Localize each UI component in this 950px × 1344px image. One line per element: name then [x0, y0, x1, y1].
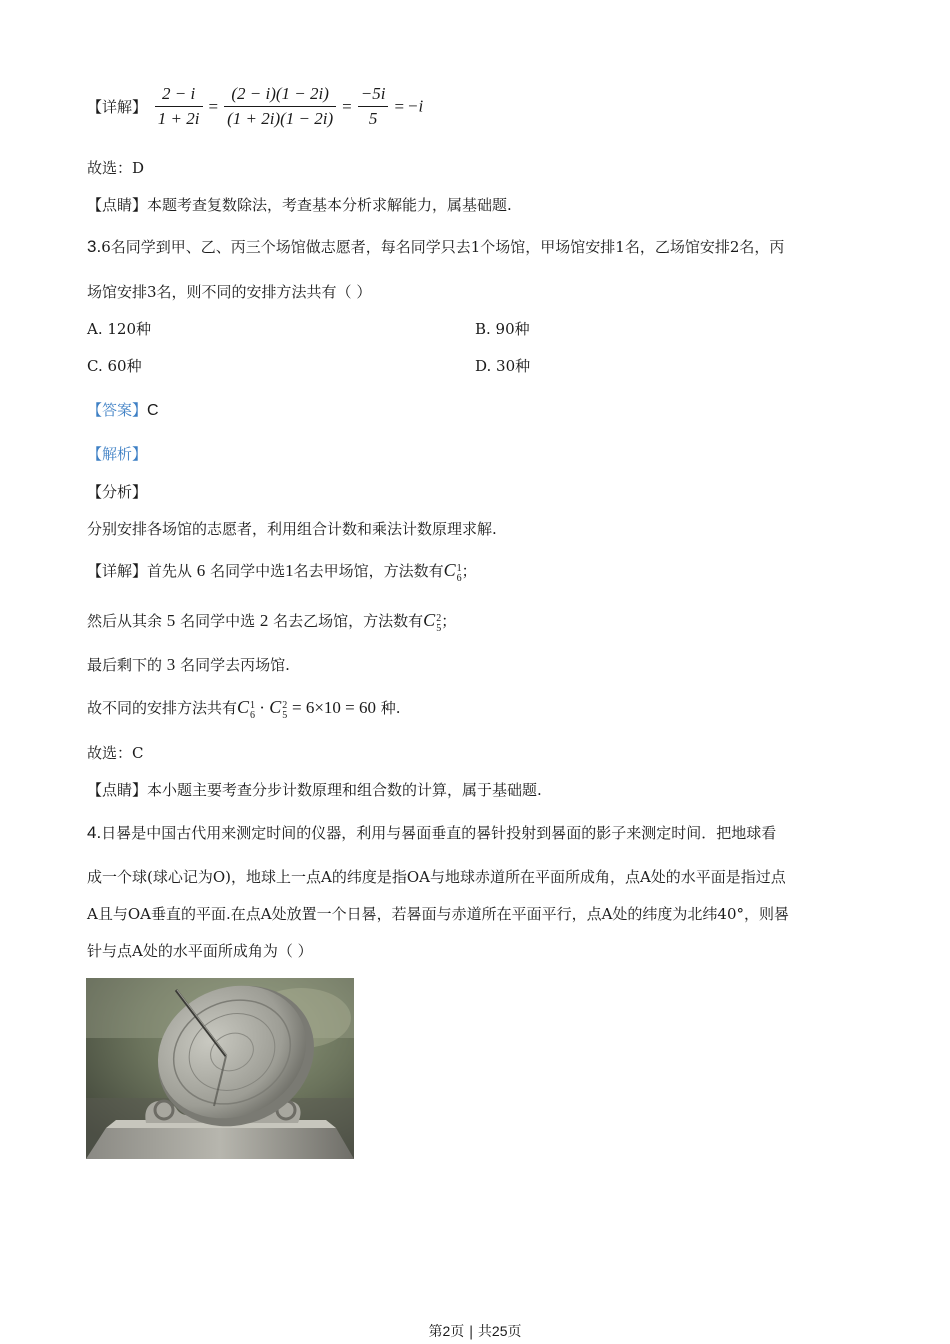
page-footer: 第2页 | 共25页: [428, 1323, 522, 1340]
question-number: 3.: [87, 237, 102, 256]
sundial-photo: [86, 978, 354, 1159]
calc-expression: = 6×10 = 60: [292, 698, 377, 717]
fraction-2: $\frac{(2 - i)(1 - 2i)}{(1 + 2i)(1 - 2i)}$: [224, 84, 336, 129]
option-d: D. 30种: [475, 357, 531, 375]
option-b: B. 90种: [475, 320, 530, 338]
combination-c61: C: [443, 560, 456, 580]
answer-line: [87, 399, 159, 420]
q4-line-1: 4.日晷是中国古代用来测定时间的仪器，利用与晷面垂直的晷针投射到晷面的影子来测定时间．把地球看: [87, 823, 777, 842]
answer-label: 【答案】: [87, 401, 148, 419]
q3-comment: 【点睛】本小题主要考查分步计数原理和组合数的计算，属于基础题.: [87, 781, 542, 799]
q4-line-3: A且与OA垂直的平面.在点A处放置一个日晷，若晷面与赤道所在平面平行，点A处的纬度为北纬40°，则晷: [87, 905, 789, 923]
q3-choice: 故选：C: [87, 744, 144, 762]
analyze-label: 【分析】: [87, 483, 148, 501]
q3-stem-line-1: 3.6名同学到甲、乙、丙三个场馆做志愿者，每名同学只去1个场馆，甲场馆安排1名，乙场馆安排2名，丙: [87, 237, 785, 256]
detail-line-1: 【详解】首先从 6 名同学中选1名去甲场馆，方法数有C 1 6 ；: [87, 560, 477, 584]
combination-c52: C: [423, 610, 436, 630]
analyze-text: 分别安排各场馆的志愿者，利用组合计数和乘法计数原理求解.: [87, 520, 497, 538]
option-a: A. 120种: [87, 320, 151, 338]
question-number: 4.: [87, 823, 102, 842]
total-pages: 25: [491, 1323, 508, 1339]
q2-detail-line: 【详解】 $\frac{2 - i}{1 + 2i}$ = $\frac{(2 - i)(1 - 2i)}{(1 + 2i)(1 - 2i)}$ = $\frac{-5i}{5}$ = −i: [87, 84, 424, 128]
fraction-1: $\frac{2 - i}{1 + 2i}$: [155, 84, 203, 129]
option-c: C. 60种: [87, 357, 142, 375]
q3-stem-line-2: 场馆安排3名，则不同的安排方法共有（ ）: [87, 283, 372, 301]
page-number: 2: [442, 1323, 451, 1339]
q2-choice: 故选：D: [87, 159, 145, 177]
analysis-label: 【解析】: [87, 445, 148, 463]
detail-line-3: 最后剩下的 3 名同学去丙场馆.: [87, 655, 290, 674]
fraction-3: $\frac{-5i}{5}$: [358, 84, 389, 129]
q4-line-4: 针与点A处的水平面所成角为（ ）: [87, 942, 313, 960]
detail-label: 【详解】: [87, 98, 148, 116]
q4-line-2: 成一个球(球心记为O)，地球上一点A的纬度是指OA与地球赤道所在平面所成角，点A处的水平面是指过点: [87, 868, 786, 886]
detail-line-2: 然后从其余 5 名同学中选 2 名去乙场馆，方法数有C 2 5 ；: [87, 610, 457, 634]
answer-value: C: [147, 402, 159, 419]
result-value: −i: [407, 96, 424, 116]
detail-line-4: 故不同的安排方法共有C 1 6 · C 2 5 = 6×10 = 60 种.: [87, 697, 401, 721]
q2-comment: 【点睛】本题考查复数除法，考查基本分析求解能力，属基础题.: [87, 196, 512, 214]
